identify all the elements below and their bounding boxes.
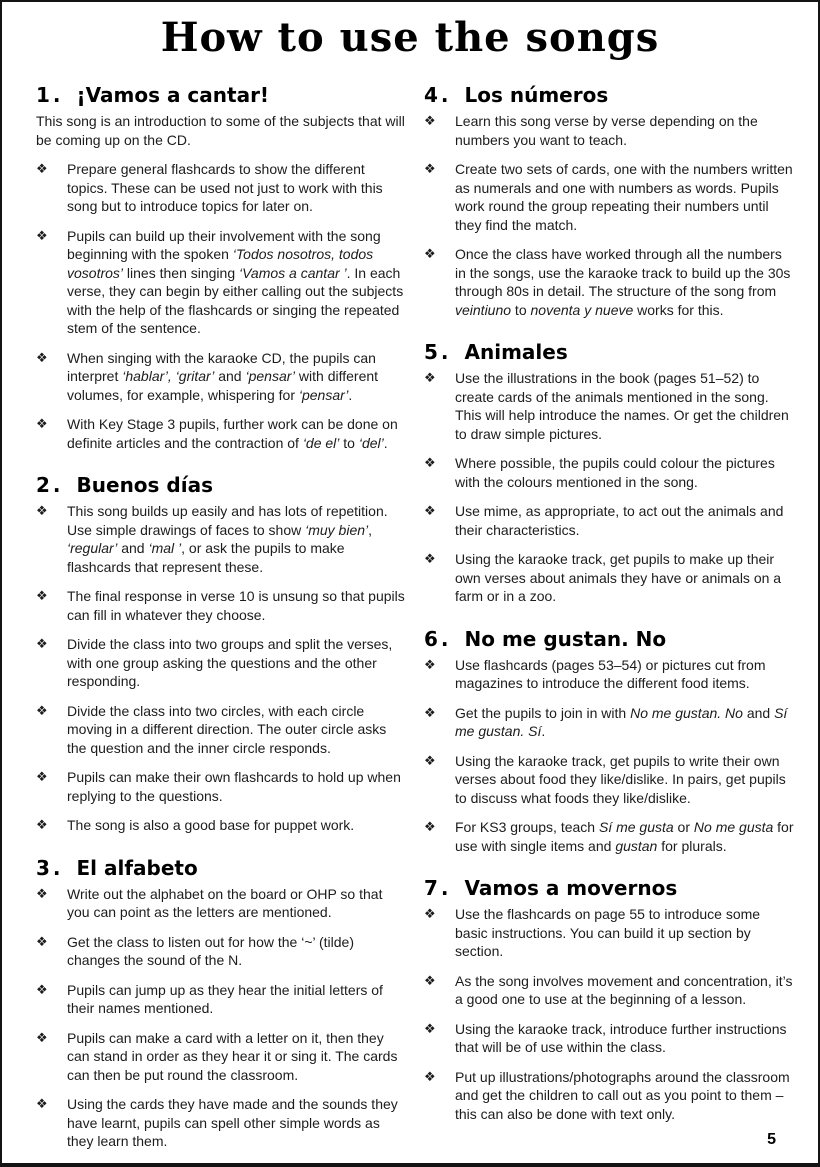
diamond-bullet-icon: ❖ bbox=[424, 656, 436, 672]
diamond-bullet-icon: ❖ bbox=[36, 817, 48, 832]
bullet-item bbox=[36, 981, 408, 1018]
section-number: 7. bbox=[424, 876, 452, 900]
bullet-item bbox=[424, 454, 796, 491]
bullet-text: Put up illustrations/photographs around the classroom and get the children to call out as you point to them – this can also be done with text only. bbox=[455, 1068, 790, 1122]
diamond-bullet-icon: ❖ bbox=[36, 933, 48, 949]
bullet-item bbox=[424, 502, 796, 539]
diamond-bullet-icon: ❖ bbox=[36, 1029, 48, 1045]
bullet-item bbox=[424, 245, 796, 319]
bullet-list bbox=[424, 656, 796, 856]
bullet-item bbox=[424, 369, 796, 443]
bullet-text: Use mime, as appropriate, to act out the animals and their characteristics. bbox=[455, 503, 784, 538]
song-section bbox=[424, 877, 796, 1123]
bullet-text: Pupils can jump up as they hear the initial letters of their names mentioned. bbox=[67, 981, 383, 1016]
section-heading bbox=[36, 857, 408, 880]
section-title: Animales bbox=[464, 340, 568, 364]
diamond-bullet-icon: ❖ bbox=[36, 503, 48, 518]
diamond-bullet-icon: ❖ bbox=[424, 906, 436, 921]
bullet-item bbox=[36, 933, 408, 970]
bullet-item bbox=[424, 656, 796, 693]
song-section bbox=[424, 341, 796, 606]
bullet-text: Pupils can make a card with a letter on it, then they can stand in order as they hear it or sing it. The cards can then be put round the classroom. bbox=[67, 1029, 398, 1083]
bullet-text: Divide the class into two groups and split the verses, with one group asking the questions and the other responding. bbox=[67, 636, 393, 689]
bullet-text: Prepare general flashcards to show the different topics. These can be used not just to work with this song but to introduce topics for later on. bbox=[67, 161, 383, 214]
bullet-item bbox=[36, 415, 408, 452]
bullet-item bbox=[424, 704, 796, 741]
bullet-item bbox=[36, 1095, 408, 1151]
bullet-text: Using the karaoke track, get pupils to write their own verses about food they like/dislike. In pairs, get pupils to discuss what foods they like/dislike. bbox=[455, 752, 786, 806]
bullet-item bbox=[36, 587, 408, 624]
bullet-text: For KS3 groups, teach Sí me gusta or No me gusta for use with single items and gustan for plurals. bbox=[455, 819, 794, 854]
section-number: 6. bbox=[424, 626, 452, 651]
bullet-list bbox=[36, 160, 408, 452]
bullet-list bbox=[424, 905, 796, 1123]
bullet-text: Learn this song verse by verse depending on the numbers you want to teach. bbox=[455, 113, 758, 148]
bullet-item bbox=[36, 227, 408, 338]
bullet-item bbox=[36, 768, 408, 805]
bullet-item bbox=[36, 635, 408, 691]
bullet-text: When singing with the karaoke CD, the pupils can interpret ‘hablar’, ‘gritar’ and ‘pensar’ with different volumes, for example, whispering for ‘pensar’. bbox=[67, 349, 379, 403]
bullet-text: Pupils can build up their involvement with the song beginning with the spoken ‘Todos nosotros, todos vosotros’ lines then singing ‘Vamos a cantar ’. In each verse, they can begin by either calling out the subjects with the help of the flashcards or singing the repeated stem of the sentence. bbox=[67, 227, 404, 336]
section-number: 4. bbox=[424, 83, 452, 107]
bullet-text: Pupils can make their own flashcards to hold up when replying to the questions. bbox=[67, 769, 401, 804]
bullet-text: Where possible, the pupils could colour the pictures with the colours mentioned in the song. bbox=[455, 455, 775, 490]
section-number: 3. bbox=[36, 855, 64, 880]
diamond-bullet-icon: ❖ bbox=[424, 972, 436, 988]
bullet-text: Get the class to listen out for how the ‘~’ (tilde) changes the sound of the N. bbox=[67, 933, 355, 968]
diamond-bullet-icon: ❖ bbox=[424, 246, 436, 261]
diamond-bullet-icon: ❖ bbox=[424, 752, 436, 768]
diamond-bullet-icon: ❖ bbox=[36, 161, 48, 176]
bullet-item bbox=[424, 160, 796, 234]
diamond-bullet-icon: ❖ bbox=[36, 636, 48, 651]
bullet-item bbox=[36, 349, 408, 405]
section-heading bbox=[424, 628, 796, 651]
section-title: Buenos días bbox=[76, 473, 213, 497]
section-heading bbox=[424, 877, 796, 900]
section-title: Los números bbox=[464, 83, 609, 107]
section-heading bbox=[36, 474, 408, 497]
diamond-bullet-icon: ❖ bbox=[424, 455, 436, 470]
page-title: How to use the songs bbox=[160, 14, 660, 61]
bullet-item bbox=[36, 1029, 408, 1085]
bullet-text: The final response in verse 10 is unsung so that pupils can fill in whatever they choose. bbox=[67, 588, 405, 623]
bullet-item bbox=[36, 885, 408, 922]
bullet-list bbox=[424, 369, 796, 606]
section-number: 2. bbox=[36, 473, 64, 497]
bullet-list bbox=[424, 112, 796, 319]
song-section bbox=[424, 628, 796, 856]
diamond-bullet-icon: ❖ bbox=[36, 702, 48, 718]
diamond-bullet-icon: ❖ bbox=[424, 819, 436, 834]
diamond-bullet-icon: ❖ bbox=[36, 769, 48, 784]
section-heading bbox=[36, 84, 408, 107]
bullet-text: The song is also a good base for puppet work. bbox=[67, 817, 355, 833]
diamond-bullet-icon: ❖ bbox=[36, 981, 48, 997]
page-number: 5 bbox=[767, 1131, 776, 1148]
bullet-text: Write out the alphabet on the board or OHP so that you can point as the letters are mentioned. bbox=[67, 885, 383, 920]
diamond-bullet-icon: ❖ bbox=[36, 885, 48, 901]
bullet-list bbox=[36, 502, 408, 835]
diamond-bullet-icon: ❖ bbox=[424, 113, 436, 128]
bullet-item bbox=[36, 702, 408, 758]
diamond-bullet-icon: ❖ bbox=[424, 1020, 436, 1036]
bullet-text: Using the karaoke track, get pupils to make up their own verses about animals they have or animals on a farm or in a zoo. bbox=[455, 551, 782, 604]
diamond-bullet-icon: ❖ bbox=[36, 588, 48, 603]
bullet-text: This song builds up easily and has lots of repetition. Use simple drawings of faces to show ‘muy bien’, ‘regular’ and ‘mal ’, or ask the pupils to make flashcards that represent these. bbox=[67, 503, 388, 575]
bullet-item bbox=[36, 816, 408, 835]
section-title: Vamos a movernos bbox=[464, 876, 678, 900]
diamond-bullet-icon: ❖ bbox=[424, 370, 436, 385]
bullet-text: Divide the class into two circles, with each circle moving in a different direction. The outer circle asks the question and the inner circle responds. bbox=[67, 702, 387, 756]
diamond-bullet-icon: ❖ bbox=[424, 551, 436, 566]
bullet-list bbox=[36, 885, 408, 1151]
diamond-bullet-icon: ❖ bbox=[36, 227, 48, 243]
diamond-bullet-icon: ❖ bbox=[424, 704, 436, 720]
bullet-item bbox=[424, 972, 796, 1009]
section-heading bbox=[424, 84, 796, 107]
bullet-text: Use the illustrations in the book (pages 51–52) to create cards of the animals mentioned in the song. This will help introduce the names. Or get the children to draw simple pictures. bbox=[455, 370, 789, 442]
section-number: 1. bbox=[36, 83, 64, 107]
bullet-text: Use the flashcards on page 55 to introduce some basic instructions. You can build it up section by section. bbox=[455, 906, 761, 959]
bullet-item bbox=[424, 550, 796, 606]
bullet-item bbox=[424, 752, 796, 808]
diamond-bullet-icon: ❖ bbox=[424, 161, 436, 176]
diamond-bullet-icon: ❖ bbox=[424, 1068, 436, 1084]
diamond-bullet-icon: ❖ bbox=[424, 503, 436, 518]
bullet-text: As the song involves movement and concentration, it’s a good one to use at the beginning of a lesson. bbox=[455, 972, 793, 1007]
bullet-text: Create two sets of cards, one with the numbers written as numerals and one with numbers as words. Pupils work round the group repeating their numbers until they find the match. bbox=[455, 161, 793, 233]
bullet-item bbox=[36, 160, 408, 216]
diamond-bullet-icon: ❖ bbox=[36, 349, 48, 365]
section-title: ¡Vamos a cantar! bbox=[76, 83, 270, 107]
diamond-bullet-icon: ❖ bbox=[36, 1096, 48, 1111]
bullet-text: Using the cards they have made and the sounds they have learnt, pupils can spell other simple words as they learn them. bbox=[67, 1096, 398, 1149]
bullet-item bbox=[424, 818, 796, 855]
section-intro: This song is an introduction to some of the subjects that will be coming up on the CD. bbox=[36, 113, 405, 148]
bullet-item bbox=[424, 1068, 796, 1124]
song-section bbox=[36, 474, 408, 835]
section-heading bbox=[424, 341, 796, 364]
bullet-item bbox=[36, 502, 408, 576]
section-title: No me gustan. No bbox=[464, 626, 667, 651]
bullet-text: Once the class have worked through all the numbers in the songs, use the karaoke track to build up the 30s through 80s in detail. The structure of the song from veintiuno to noventa y nueve works for this. bbox=[455, 246, 791, 318]
right-column bbox=[424, 84, 796, 1167]
bullet-text: Use flashcards (pages 53–54) or pictures cut from magazines to introduce the different food items. bbox=[455, 656, 766, 691]
bullet-item bbox=[424, 112, 796, 149]
bullet-text: With Key Stage 3 pupils, further work can be done on definite articles and the contraction of ‘de el’ to ‘del’. bbox=[67, 416, 398, 451]
song-section bbox=[424, 84, 796, 319]
bullet-text: Using the karaoke track, introduce further instructions that will be of use within the class. bbox=[455, 1020, 787, 1055]
song-section bbox=[36, 84, 408, 452]
bullet-item bbox=[424, 905, 796, 961]
song-section bbox=[36, 857, 408, 1151]
section-number: 5. bbox=[424, 340, 452, 364]
section-title: El alfabeto bbox=[76, 855, 198, 880]
left-column bbox=[36, 84, 408, 1167]
two-column-content bbox=[0, 60, 820, 1167]
diamond-bullet-icon: ❖ bbox=[36, 416, 48, 431]
bullet-item bbox=[424, 1020, 796, 1057]
bullet-text: Get the pupils to join in with No me gustan. No and Sí me gustan. Sí. bbox=[455, 704, 788, 739]
